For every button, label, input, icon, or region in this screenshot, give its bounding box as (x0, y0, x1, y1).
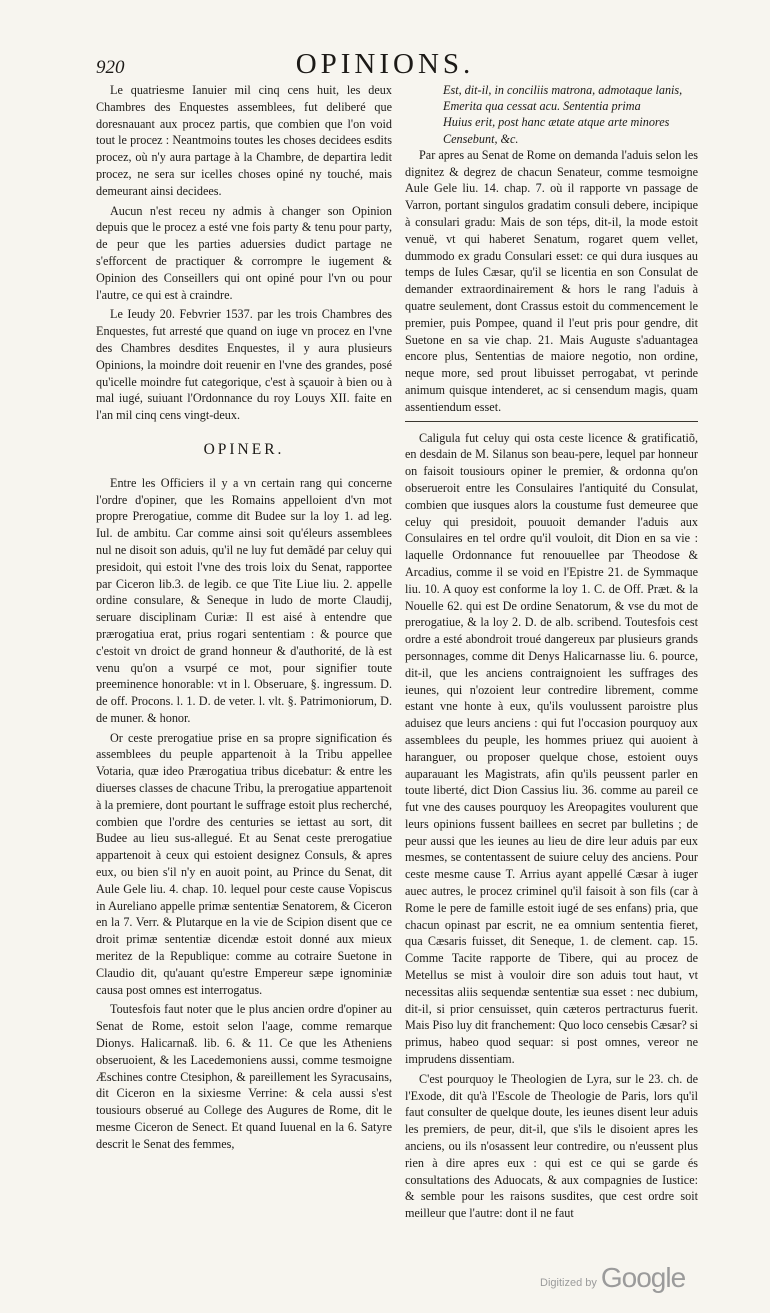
paragraph: C'est pourquoy le Theologien de Lyra, sur le 23. ch. de l'Exode, dit qu'à l'Escole de Theologie de Paris, lors qu'il faut consulter de quelque doute, les ieunes disent leur aduis les premiers, de peur, dit-il, que s'ils le disoient apres les anciens, ou ils n'osassent leur contredire, ou n'eussent plus rien à dire apres eux : qui est ce qui se garde és consultations des Aduocats, & aux compagnies de Iustice: & semble pour les raisons susdites, que cest ordre soit meilleur que l'autre: dont il ne faut (405, 1071, 698, 1221)
right-column (405, 82, 698, 1225)
page-number: 920 (96, 57, 125, 78)
paragraph: Caligula fut celuy qui osta ceste licence & gratificatiõ, en desdain de M. Silanus son beau-pere, lequel par honneur on faisoit tousiours opiner le premier, & ordonna qu'on obserueroit entre les Consulaires l'antiquité du Consulat, combien que iusques alors la coustume fust demeuree que celuy qui presidoit, pouuoit demander l'aduis aux Consulaires en tel ordre qu'il vouloit, dit Dion en sa vie : laquelle Ordonnance fut renouuellee par Theodose & Arcadius, comme il se void en l'Epistre 21. de Symmaque liu. 10. A quoy est conforme la loy 1. C. de Off. Præt. & la Nouelle 62. qui est De ordine Senatorum, & vse du mot de prerogatiue, & la loy 2. D. de alb. scribend. Toutesfois cest ordre a esté abondroit troué dangereux par plusieurs grands personnages, comme dit Denys Halicarnasse liu. 6. pource, dit-il, que les anciens contraignoient les suffrages des ieunes, qui n'ozoient leur contredire librement, comme estant vne honte à eux, qu'ils voulussent paroistre plus aduisez que leurs anciens : qui fut l'occasion pourquoy aux assemblees du peuple, les hommes priuez qui auoient à haranguer, ou proposer quelque chose, estoient ouys auparauant les Magistrats, afin qu'ils peussent parler en toute liberté, dict Dion Cassius liu. 36. comme au pareil ce fut vne des causes pourquoy les Areopagites voulurent que leurs opinions fussent baillees en secret par bulletins ; de peur aussi que les ieunes au lieu de dire leur aduis par eux mesmes, se contentassent de suiure celuy des anciens. Pour ceste mesme cause T. Arrius ayant appellé Cæsar à iuger auec autres, le procez criminel qu'il faisoit à son fils (car à Rome le pere de famille estoit iugé de ses enfans) pria, que chacun opinast par escrit, ne ea omnium sententia fieret, qua Cæsaris fuisset, dit Seneque, 1. de clement. cap. 15. Comme Tacite rapporte de Tibere, qui au procez de Metellus se mist à vouloir dire son aduis tout haut, vt necessitas aliis sequendæ sententiæ sua esset : nec dubium, dit-il, si prior censuisset, quin cæteros pertracturus fuerit. Mais Piso luy dit franchement: Quo loco censebis Cæsar? si primus, habeo quod sequar: si post omnes, vereor ne imprudens dissentiam. (405, 430, 698, 1067)
verse-line: Emerita qua cessat acu. Sententia prima (443, 99, 641, 114)
verse-quote (405, 82, 698, 147)
paragraph: Par apres au Senat de Rome on demanda l'aduis selon les dignitez & degrez de chacun Senateur, comme tesmoigne Aule Gele liu. 14. chap. 7. où il rapporte vn passage de Varron, portant singulos gradatim consuli debere, incipique à consulari gradu: Mais de son téps, dit-il, la mode estoit venuë, vt qui haberet Senatum, rogaret quem vellet, dummodo ex gradu Consulari esset: ce qui dura iusques au temps de Iules Cæsar, qu'il se licentia en son Consulat de demander extraordinairement & hors le rang l'aduis à quatre seulement, dont Crassus estoit du commencement le premier, puis Pompee, quand il l'eut pris pour gendre, dit Suetone en sa vie chap. 21. Mais Auguste s'aduantagea encore plus, Sententias de maiore negotio, non ordine, neque more, sed prout libuisset perrogabat, vt perinde animum quisque intenderet, ac si censendum magis, quam assentiendum esset. (405, 147, 698, 414)
paragraph: Or ceste prerogatiue prise en sa propre signification és assemblees du peuple appartenoit à la Tribu appellee Votaria, quæ ideo Prærogatiua tribus dicebatur: & entre les diuerses classes de chacune Tribu, la prerogatiue appartenoit à la premiere, dont pourtant le suffrage estoit plus recherché, combien que l'ordre des centuries se iettast au sort, dit Budee au lieu sus-allegué. Et au Senat ceste prerogatiue appartenoit à ceux qui estoient designez Consuls, & apres eux, ou bien s'il n'y en auoit point, au Prince du Senat, dit Aule Gele liu. 4. chap. 10. lequel pour ceste cause Vopiscus in Aureliano appelle primæ sententiæ Senatorem, & Ciceron en la 7. Verr. & Plutarque en la vie de Scipion disent que ce droit primæ sententiæ dicendæ estoit donné aux mieux meritez de la Republique: comme au cotraire Suetone in Claudio dit, qu'auant qu'estre Empereur sæpe ignominiæ causa post omnes est interrogatus. (96, 730, 392, 997)
verse-line: Est, dit-il, in conciliis matrona, admotaque lanis, (443, 83, 683, 97)
paragraph: Entre les Officiers il y a vn certain rang qui concerne l'ordre d'opiner, que les Romains appelloient d'vn mot propre Prerogatiue, comme dit Budee sur la loy 1. ad leg. Iul. de ambitu. Car comme ainsi soit qu'éleurs assemblees nul ne disoit son aduis, qu'il ne luy fut demãdé par celuy qui presidoit, qui estoit l'vne des trois loix du Senat, rapportee par Ciceron lib.3. de legib. ce que Tite Liue liu. 2. appelle ordine consulare, & Seneque in ludo de morte Claudij, seruare disciplinam Curiæ: Il est aisé à entendre que prærogatiua erat, prius rogari sententiam : & pource que c'estoit vn droict de grand honneur & d'authorité, de là est venu qu'on a vsurpé ce mot, pour signifier toute preeminence honorable: vt in l. Obseruare, §. ingressum. D. de off. Procons. l. 1. D. de veter. l. vlt. §. Patrimoniorum, D. de muner. & honor. (96, 475, 392, 725)
watermark-prefix: Digitized by (540, 1277, 597, 1289)
verse-line: Huius erit, post hanc ætate atque arte minores (443, 115, 670, 130)
paragraph: Le quatriesme Ianuier mil cinq cens huit, les deux Chambres des Enquestes assemblees, fut deliberé que doresnauant aux procez partis, que combien que l'on void tout le procez : Neantmoins toutes les choses decidees esdits procez, où n'y aura partage à la Chambre, de departira ledit procez, ne sera sur icelles choses opiné ny touché, mais demeurant ainsi decidees. (96, 83, 392, 198)
paragraph: Le Ieudy 20. Febvrier 1537. par les trois Chambres des Enquestes, fut arresté que quand on iuge vn procez en l'vne des Chambres desdites Enquestes, il y aura plusieurs Opinions, la moindre doit reuenir en l'vne des grandes, posé qu'icelle moindre fut categorique, c'est à sçauoir à bien ou à mal iugé, suiuant l'Ordonnance du roy Louys XII. faite en l'an mil cinq cens vingt-deux. (96, 307, 392, 423)
running-head: OPINIONS. (295, 48, 475, 80)
paragraph: Aucun n'est receu ny admis à changer son Opinion depuis que le procez a esté vne fois party & tenu pour party, de peur que les parties aduersies dudict partage ne s'efforcent de practiquer & corrompre le iugement & Opinion des Conseillers qui ont opiné pour l'vn ou pour l'autre, ce qui est à craindre. (96, 203, 392, 302)
google-logo: Google (600, 1262, 686, 1293)
section-heading: OPINER. (203, 440, 285, 458)
left-column (96, 82, 392, 1156)
divider (405, 421, 698, 422)
verse-line: Censebunt, &c. (443, 131, 519, 146)
paragraph: Toutesfois faut noter que le plus ancien ordre d'opiner au Senat de Rome, estoit selon l'aage, comme remarque Dionys. Halicarnaß. lib. 6. & 11. Ce que les Atheniens obseruoient, & les Lacedemoniens aussi, comme tesmoigne Æschines contre Ctesiphon, & pareillement les Syracusains, dit Ciceron en la sixiesme Verrine: & cela aussi s'est tousiours obserué au College des Augures de Rome, dit le mesme Ciceron de Senect. Et quand Iuuenal en la 6. Satyre descrit le Senat des femmes, (96, 1002, 392, 1151)
google-watermark (540, 1262, 685, 1294)
